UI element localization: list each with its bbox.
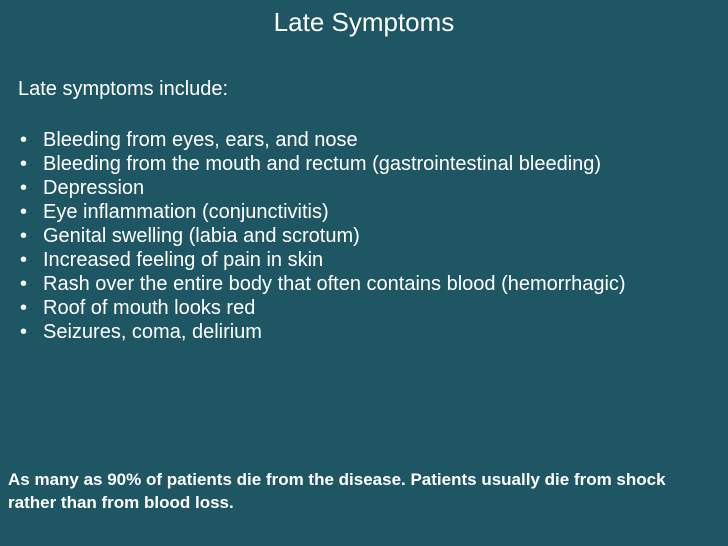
list-item-text: Seizures, coma, delirium [43,321,262,343]
list-item [18,272,658,296]
list-item [18,152,658,176]
list-item-text: Increased feeling of pain in skin [43,249,324,271]
footer-note: As many as 90% of patients die from the disease. Patients usually die from shock rather than from blood loss. [8,470,666,512]
bullet-icon: • [20,129,28,151]
bullet-icon: • [20,201,28,223]
list-item [18,320,658,344]
bullet-icon: • [20,321,28,343]
list-item-text: Rash over the entire body that often contains blood (hemorrhagic) [43,273,626,295]
slide-title: Late Symptoms [273,7,455,37]
list-item [18,176,658,200]
bullet-icon: • [20,249,28,271]
list-item-text: Roof of mouth looks red [43,297,256,319]
list-item-text: Bleeding from eyes, ears, and nose [43,129,358,151]
bullet-icon: • [20,297,28,319]
list-item-text: Eye inflammation (conjunctivitis) [43,201,329,223]
list-item [18,200,658,224]
list-item [18,248,658,272]
bullet-icon: • [20,225,28,247]
symptom-list [18,128,658,344]
list-item [18,128,658,152]
bullet-icon: • [20,177,28,199]
list-item-text: Genital swelling (labia and scrotum) [43,225,360,247]
list-item [18,296,658,320]
list-item [18,224,658,248]
bullet-icon: • [20,273,28,295]
list-item-text: Bleeding from the mouth and rectum (gastrointestinal bleeding) [43,153,602,175]
list-item-text: Depression [43,177,145,199]
intro-text: Late symptoms include: [18,78,229,100]
bullet-icon: • [20,153,28,175]
